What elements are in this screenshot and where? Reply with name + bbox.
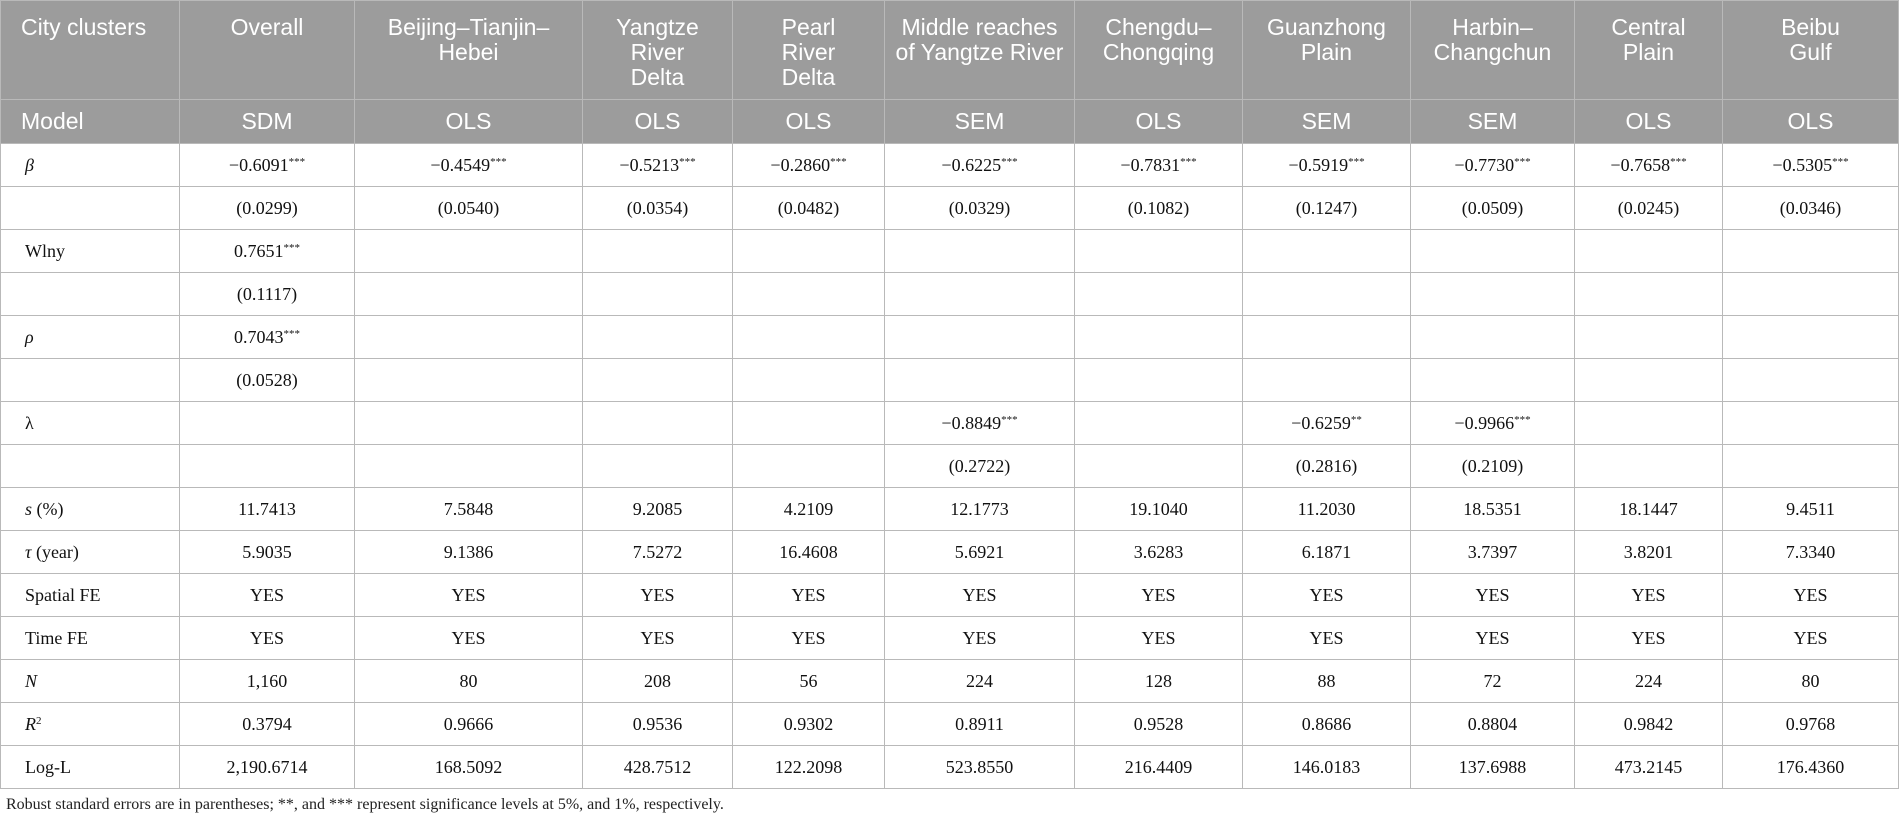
table-cell: 523.8550 (885, 746, 1075, 789)
column-header: Yangtze River Delta (583, 1, 733, 100)
table-cell: 0.9666 (355, 703, 583, 746)
table-cell: 3.6283 (1075, 531, 1243, 574)
table-cell (885, 273, 1075, 316)
coefficient-value: −0.8849 (941, 412, 1002, 433)
table-row (1, 488, 1899, 531)
table-cell (885, 144, 1075, 187)
table-cell (1075, 359, 1243, 402)
table-row (1, 359, 1899, 402)
table-cell: 216.4409 (1075, 746, 1243, 789)
table-cell: 80 (1723, 660, 1899, 703)
table-cell (180, 445, 355, 488)
row-label-header: City clusters (1, 1, 180, 100)
table-cell (1075, 273, 1243, 316)
table-cell: 72 (1411, 660, 1575, 703)
table-cell (1723, 402, 1899, 445)
table-cell (1575, 230, 1723, 273)
model-cell: OLS (1075, 100, 1243, 144)
table-cell: (0.0509) (1411, 187, 1575, 230)
table-cell (1723, 273, 1899, 316)
table-row (1, 445, 1899, 488)
table-cell (885, 316, 1075, 359)
significance-stars: *** (283, 241, 300, 254)
table-cell: (0.0299) (180, 187, 355, 230)
row-label (1, 488, 180, 531)
table-cell (1411, 230, 1575, 273)
table-cell: 7.5272 (583, 531, 733, 574)
table-cell (355, 316, 583, 359)
table-cell (583, 316, 733, 359)
column-header: Harbin–Changchun (1411, 1, 1575, 100)
table-cell (180, 402, 355, 445)
table-cell: (0.0540) (355, 187, 583, 230)
significance-stars: ** (1350, 413, 1362, 426)
table-cell (180, 144, 355, 187)
table-cell (733, 402, 885, 445)
row-label-symbol: s (25, 498, 33, 519)
coefficient-value: −0.6091 (228, 154, 289, 175)
row-label: Time FE (1, 617, 180, 660)
coefficient-value: −0.5305 (1772, 154, 1833, 175)
table-cell (1243, 359, 1411, 402)
table-cell: 146.0183 (1243, 746, 1411, 789)
table-cell: 122.2098 (733, 746, 885, 789)
column-header: Beibu Gulf (1723, 1, 1899, 100)
column-header: Pearl River Delta (733, 1, 885, 100)
model-cell: OLS (733, 100, 885, 144)
table-cell: YES (1575, 617, 1723, 660)
table-row (1, 617, 1899, 660)
column-header: Central Plain (1575, 1, 1723, 100)
table-cell (1575, 445, 1723, 488)
table-row (1, 316, 1899, 359)
table-cell: (0.2109) (1411, 445, 1575, 488)
table-cell (733, 273, 885, 316)
row-label-unit: (year) (31, 541, 79, 562)
model-cell: OLS (355, 100, 583, 144)
table-cell: YES (1723, 617, 1899, 660)
table-cell: YES (1575, 574, 1723, 617)
table-cell (1575, 359, 1723, 402)
table-cell (355, 359, 583, 402)
table-body (1, 144, 1899, 789)
row-label-symbol: R (25, 713, 36, 734)
table-cell (885, 402, 1075, 445)
table-cell: 6.1871 (1243, 531, 1411, 574)
significance-stars: *** (1180, 155, 1197, 168)
table-cell: 168.5092 (355, 746, 583, 789)
table-cell: 0.9302 (733, 703, 885, 746)
table-cell: YES (1243, 617, 1411, 660)
table-cell (1575, 273, 1723, 316)
table-cell: 3.7397 (1411, 531, 1575, 574)
table-cell: 80 (355, 660, 583, 703)
table-cell: 7.5848 (355, 488, 583, 531)
model-cell: SDM (180, 100, 355, 144)
model-cell: SEM (1243, 100, 1411, 144)
significance-stars: *** (1514, 155, 1531, 168)
table-cell: 9.4511 (1723, 488, 1899, 531)
significance-stars: *** (283, 327, 300, 340)
table-cell (1723, 230, 1899, 273)
significance-stars: *** (490, 155, 507, 168)
table-cell: 12.1773 (885, 488, 1075, 531)
table-cell (583, 273, 733, 316)
table-cell: YES (1075, 574, 1243, 617)
table-cell: 16.4608 (733, 531, 885, 574)
table-cell (1723, 144, 1899, 187)
table-row (1, 402, 1899, 445)
table-cell: 176.4360 (1723, 746, 1899, 789)
table-row (1, 574, 1899, 617)
table-cell: YES (885, 574, 1075, 617)
table-cell: 5.9035 (180, 531, 355, 574)
significance-stars: *** (1348, 155, 1365, 168)
table-cell: (0.0346) (1723, 187, 1899, 230)
table-cell: 2,190.6714 (180, 746, 355, 789)
table-cell: (0.1247) (1243, 187, 1411, 230)
table-cell: 9.2085 (583, 488, 733, 531)
table-cell (583, 359, 733, 402)
table-cell: 0.3794 (180, 703, 355, 746)
significance-stars: *** (679, 155, 696, 168)
table-row (1, 230, 1899, 273)
coefficient-value: −0.6259 (1291, 412, 1351, 433)
table-cell (355, 144, 583, 187)
table-cell: (0.0482) (733, 187, 885, 230)
table-cell (1411, 273, 1575, 316)
table-cell: 1,160 (180, 660, 355, 703)
table-cell: 0.9768 (1723, 703, 1899, 746)
table-cell: 19.1040 (1075, 488, 1243, 531)
model-cell: OLS (1723, 100, 1899, 144)
column-header: Middle reaches of Yangtze River (885, 1, 1075, 100)
table-cell (1243, 144, 1411, 187)
table-cell: (0.0354) (583, 187, 733, 230)
table-cell: YES (583, 617, 733, 660)
model-cell: SEM (1411, 100, 1575, 144)
table-cell: YES (355, 574, 583, 617)
model-label: Model (1, 100, 180, 144)
table-cell: 11.2030 (1243, 488, 1411, 531)
table-cell (1575, 316, 1723, 359)
table-cell (1575, 402, 1723, 445)
table-cell (1723, 359, 1899, 402)
row-label-unit: (%) (32, 498, 64, 519)
table-cell: YES (733, 617, 885, 660)
table-cell: YES (355, 617, 583, 660)
table-cell (1075, 316, 1243, 359)
table-cell: YES (1075, 617, 1243, 660)
table-cell (355, 402, 583, 445)
model-row (1, 100, 1899, 144)
row-label (1, 531, 180, 574)
table-cell: (0.0329) (885, 187, 1075, 230)
table-cell: 137.6988 (1411, 746, 1575, 789)
table-cell: 0.8686 (1243, 703, 1411, 746)
table-cell (1075, 230, 1243, 273)
table-cell (885, 230, 1075, 273)
table-cell: YES (1723, 574, 1899, 617)
row-label: Log-L (1, 746, 180, 789)
table-cell (1411, 402, 1575, 445)
model-cell: OLS (1575, 100, 1723, 144)
table-cell (733, 230, 885, 273)
table-cell (355, 445, 583, 488)
coefficient-value: 0.7043 (234, 326, 284, 347)
table-cell: YES (180, 574, 355, 617)
row-label (1, 703, 180, 746)
row-label-superscript: 2 (36, 714, 42, 727)
table-cell (1243, 316, 1411, 359)
significance-stars: *** (1832, 155, 1849, 168)
row-label: Spatial FE (1, 574, 180, 617)
coefficient-value: −0.5213 (619, 154, 680, 175)
coefficient-value: −0.7730 (1454, 154, 1515, 175)
table-row (1, 660, 1899, 703)
table-cell: 5.6921 (885, 531, 1075, 574)
coefficient-value: −0.6225 (941, 154, 1002, 175)
table-cell (180, 230, 355, 273)
table-cell: YES (1411, 574, 1575, 617)
table-cell: 11.7413 (180, 488, 355, 531)
table-footnote: Robust standard errors are in parentheses; **, and *** represent significance levels at 5%, and 1%, respectively. (6, 796, 724, 813)
table-cell: (0.2816) (1243, 445, 1411, 488)
table-cell (583, 230, 733, 273)
row-label: Wlny (1, 230, 180, 273)
table-cell: 0.8911 (885, 703, 1075, 746)
table-cell: 18.1447 (1575, 488, 1723, 531)
table-cell (733, 316, 885, 359)
row-label: λ (1, 402, 180, 445)
row-label (1, 359, 180, 402)
coefficient-value: −0.9966 (1454, 412, 1515, 433)
table-cell: YES (1243, 574, 1411, 617)
table-row (1, 273, 1899, 316)
significance-stars: *** (1514, 413, 1531, 426)
table-cell: 0.9528 (1075, 703, 1243, 746)
significance-stars: *** (288, 155, 306, 168)
table-cell (1075, 402, 1243, 445)
coefficient-value: 0.7651 (234, 240, 284, 261)
table-cell (1575, 144, 1723, 187)
row-label (1, 187, 180, 230)
table-row (1, 187, 1899, 230)
table-cell: 3.8201 (1575, 531, 1723, 574)
table-cell: 4.2109 (733, 488, 885, 531)
significance-stars: *** (830, 155, 847, 168)
model-cell: SEM (885, 100, 1075, 144)
row-label: N (1, 660, 180, 703)
table-cell: 56 (733, 660, 885, 703)
table-cell (1243, 402, 1411, 445)
table-cell: (0.1082) (1075, 187, 1243, 230)
table-cell: 0.9842 (1575, 703, 1723, 746)
table-cell (1075, 445, 1243, 488)
table-cell (180, 316, 355, 359)
coefficient-value: −0.7831 (1120, 154, 1181, 175)
table-cell: 224 (1575, 660, 1723, 703)
significance-stars: *** (1001, 155, 1018, 168)
table-cell (1411, 359, 1575, 402)
table-row (1, 746, 1899, 789)
table-cell: (0.2722) (885, 445, 1075, 488)
table-cell: YES (1411, 617, 1575, 660)
table-cell: 0.8804 (1411, 703, 1575, 746)
table-cell (1411, 144, 1575, 187)
significance-stars: *** (1001, 413, 1018, 426)
table-cell: 224 (885, 660, 1075, 703)
coefficient-value: −0.4549 (430, 154, 491, 175)
table-cell: 473.2145 (1575, 746, 1723, 789)
row-label (1, 273, 180, 316)
table-cell (1243, 273, 1411, 316)
column-header: Guanzhong Plain (1243, 1, 1411, 100)
column-header: Beijing–Tianjin–Hebei (355, 1, 583, 100)
row-label: ρ (1, 316, 180, 359)
table-cell: YES (180, 617, 355, 660)
table-cell (733, 144, 885, 187)
table-cell: 9.1386 (355, 531, 583, 574)
column-header: Chengdu–Chongqing (1075, 1, 1243, 100)
significance-stars: *** (1670, 155, 1687, 168)
table-row (1, 144, 1899, 187)
coefficient-value: −0.7658 (1610, 154, 1671, 175)
row-label (1, 445, 180, 488)
table-cell (1243, 230, 1411, 273)
table-row (1, 703, 1899, 746)
coefficient-value: −0.5919 (1288, 154, 1349, 175)
table-cell (355, 230, 583, 273)
table-cell: 128 (1075, 660, 1243, 703)
table-cell (885, 359, 1075, 402)
table-cell (1723, 445, 1899, 488)
table-cell (583, 144, 733, 187)
table-cell: YES (583, 574, 733, 617)
column-header: Overall (180, 1, 355, 100)
table-cell: 88 (1243, 660, 1411, 703)
coefficient-value: −0.2860 (770, 154, 831, 175)
table-cell: YES (733, 574, 885, 617)
table-cell (733, 445, 885, 488)
table-cell (1411, 316, 1575, 359)
row-label: β (1, 144, 180, 187)
table-cell (583, 445, 733, 488)
table-cell: 0.9536 (583, 703, 733, 746)
table-cell: (0.1117) (180, 273, 355, 316)
table-cell (355, 273, 583, 316)
table-cell: 428.7512 (583, 746, 733, 789)
row-label-symbol: τ (25, 541, 32, 562)
table-cell (1075, 144, 1243, 187)
table-cell (733, 359, 885, 402)
table-cell: (0.0245) (1575, 187, 1723, 230)
table-row (1, 531, 1899, 574)
table-cell: 7.3340 (1723, 531, 1899, 574)
table-cell (583, 402, 733, 445)
table-cell: YES (885, 617, 1075, 660)
table-cell: 18.5351 (1411, 488, 1575, 531)
model-cell: OLS (583, 100, 733, 144)
table-cell: (0.0528) (180, 359, 355, 402)
header-row (1, 1, 1899, 100)
table-cell: 208 (583, 660, 733, 703)
table-cell (1723, 316, 1899, 359)
